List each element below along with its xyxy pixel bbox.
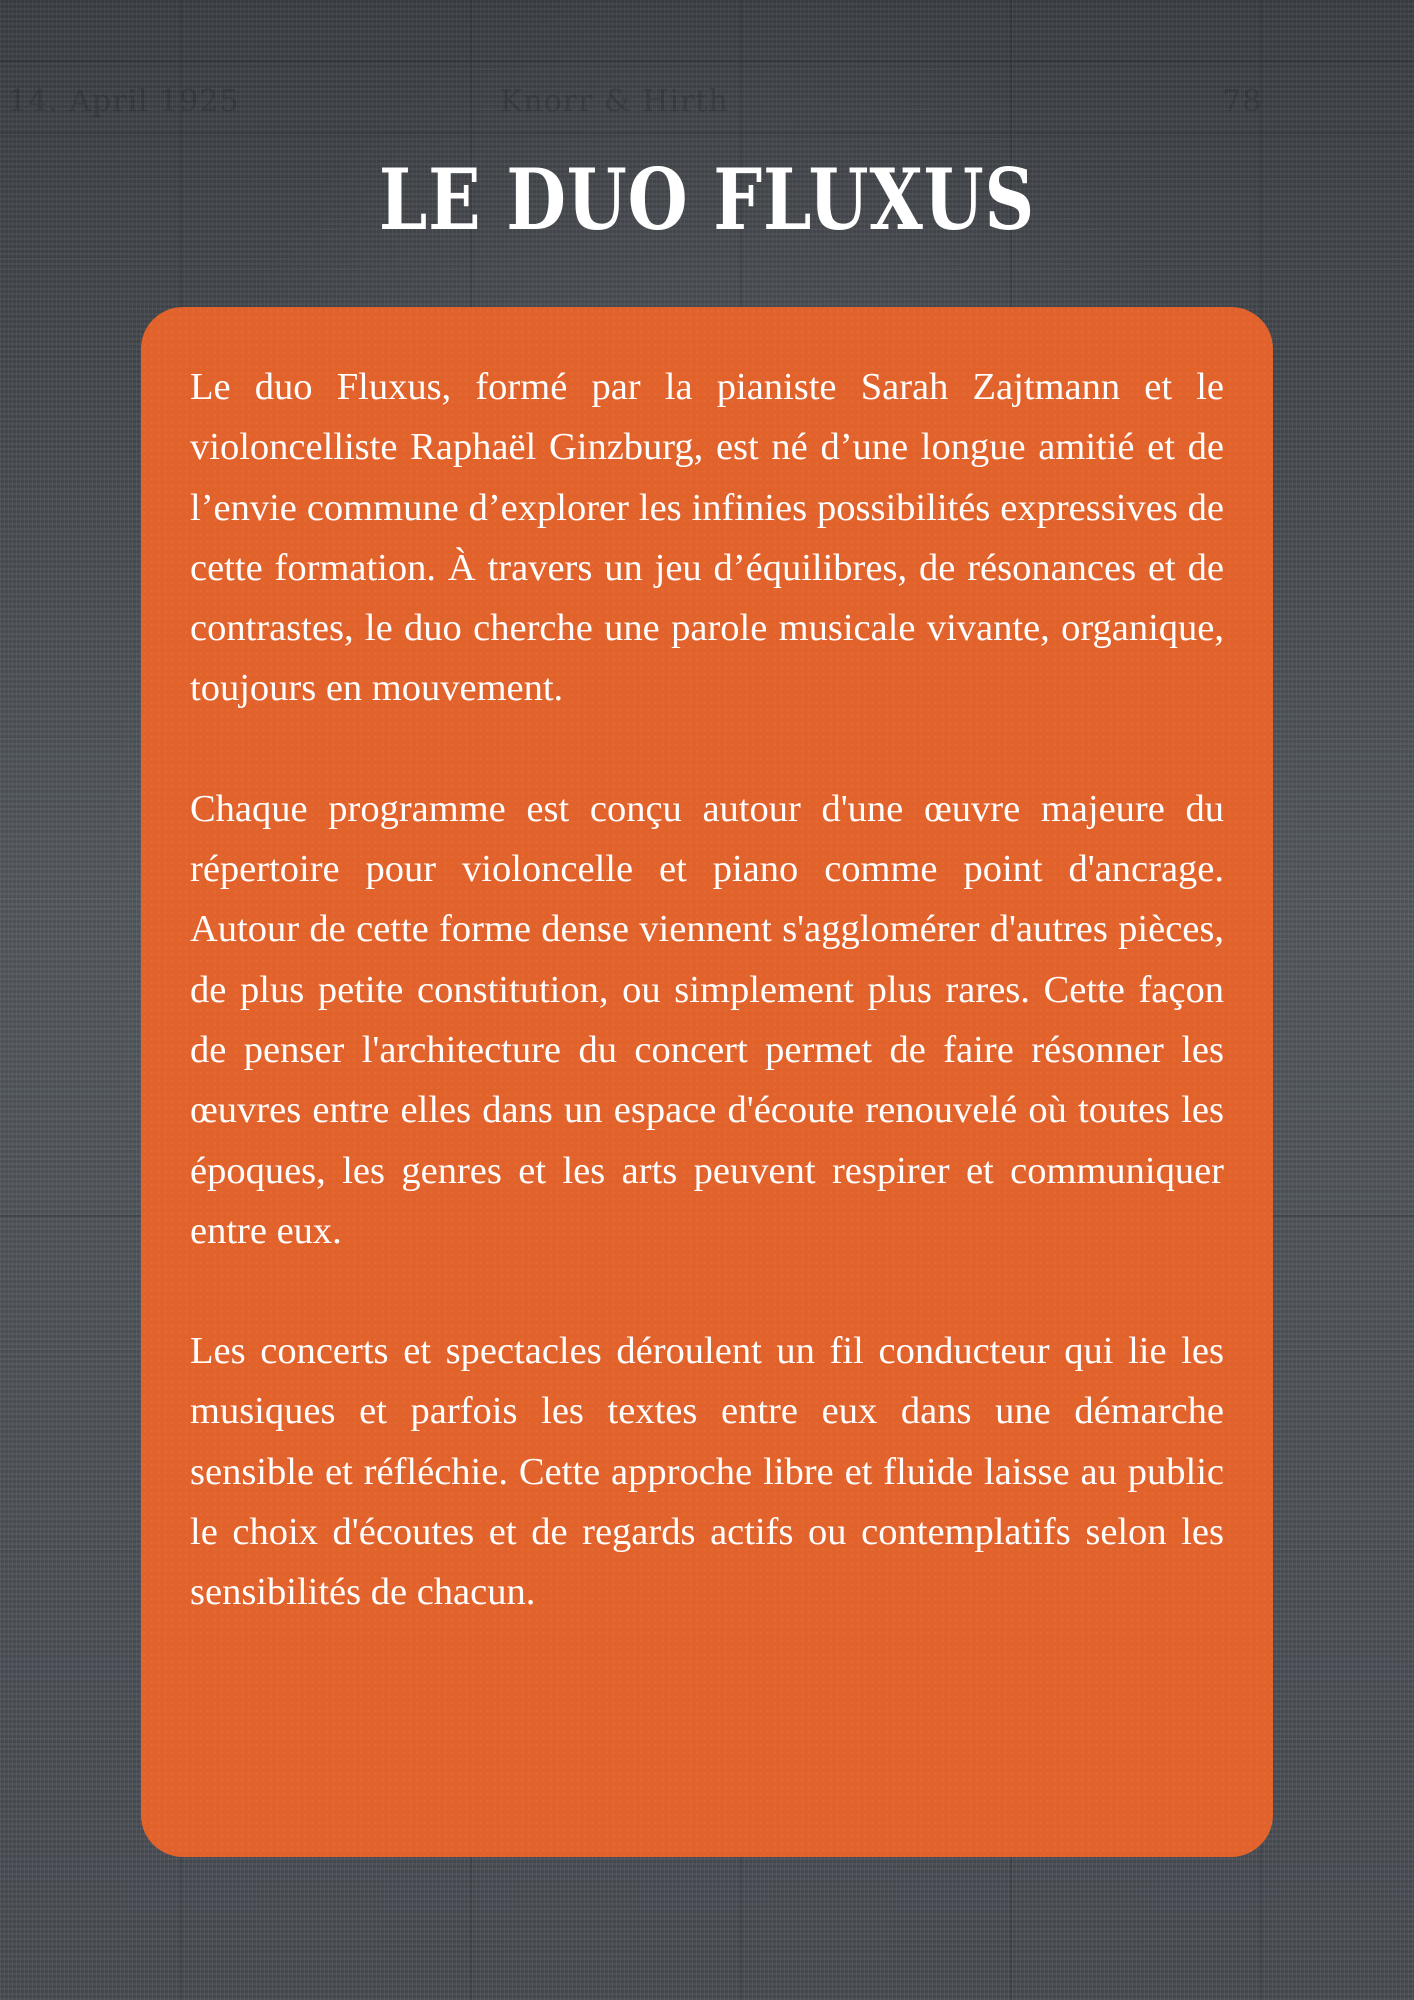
- paragraph-concerts: Les concerts et spectacles déroulent un fil conducteur qui lie les musiques et parfois les textes entre eux dans une démarche sensible et réfléchie. Cette approche libre et fluide laisse au public le choix d'écoutes et de regards actifs ou contemplatifs selon les sensibilités de chacun.: [190, 1330, 1224, 1614]
- newspaper-rule: [0, 132, 1414, 134]
- masthead-date: 14. April 1925: [8, 84, 240, 119]
- newspaper-masthead: [0, 84, 1414, 124]
- page-title: LE DUO FLUXUS: [378, 150, 1036, 249]
- paragraph-programme: Chaque programme est conçu autour d'une œuvre majeure du répertoire pour violoncelle et piano comme point d'ancrage. Autour de cette forme dense viennent s'agglomérer d'autres pièces, de plus petite constitution, ou simplement plus rares. Cette façon de penser l'architecture du concert permet de faire résonner les œuvres entre elles dans un espace d'écoute renouvelé où toutes les époques, les genres et les arts peuvent respirer et communiquer entre eux.: [190, 787, 1224, 1252]
- text-card: [141, 307, 1273, 1857]
- masthead-publisher: Knorr & Hirth: [500, 84, 729, 119]
- newspaper-rule: [0, 60, 1414, 62]
- masthead-page-number: 78: [1222, 84, 1263, 119]
- paragraph-intro: Le duo Fluxus, formé par la pianiste Sarah Zajtmann et le violoncelliste Raphaël Ginzburg, est né d’une longue amitié et de l’envie commune d’explorer les infinies possibilités expressives de cette formation. À travers un jeu d’équilibres, de résonances et de contrastes, le duo cherche une parole musicale vivante, organique, toujours en mouvement.: [190, 366, 1224, 710]
